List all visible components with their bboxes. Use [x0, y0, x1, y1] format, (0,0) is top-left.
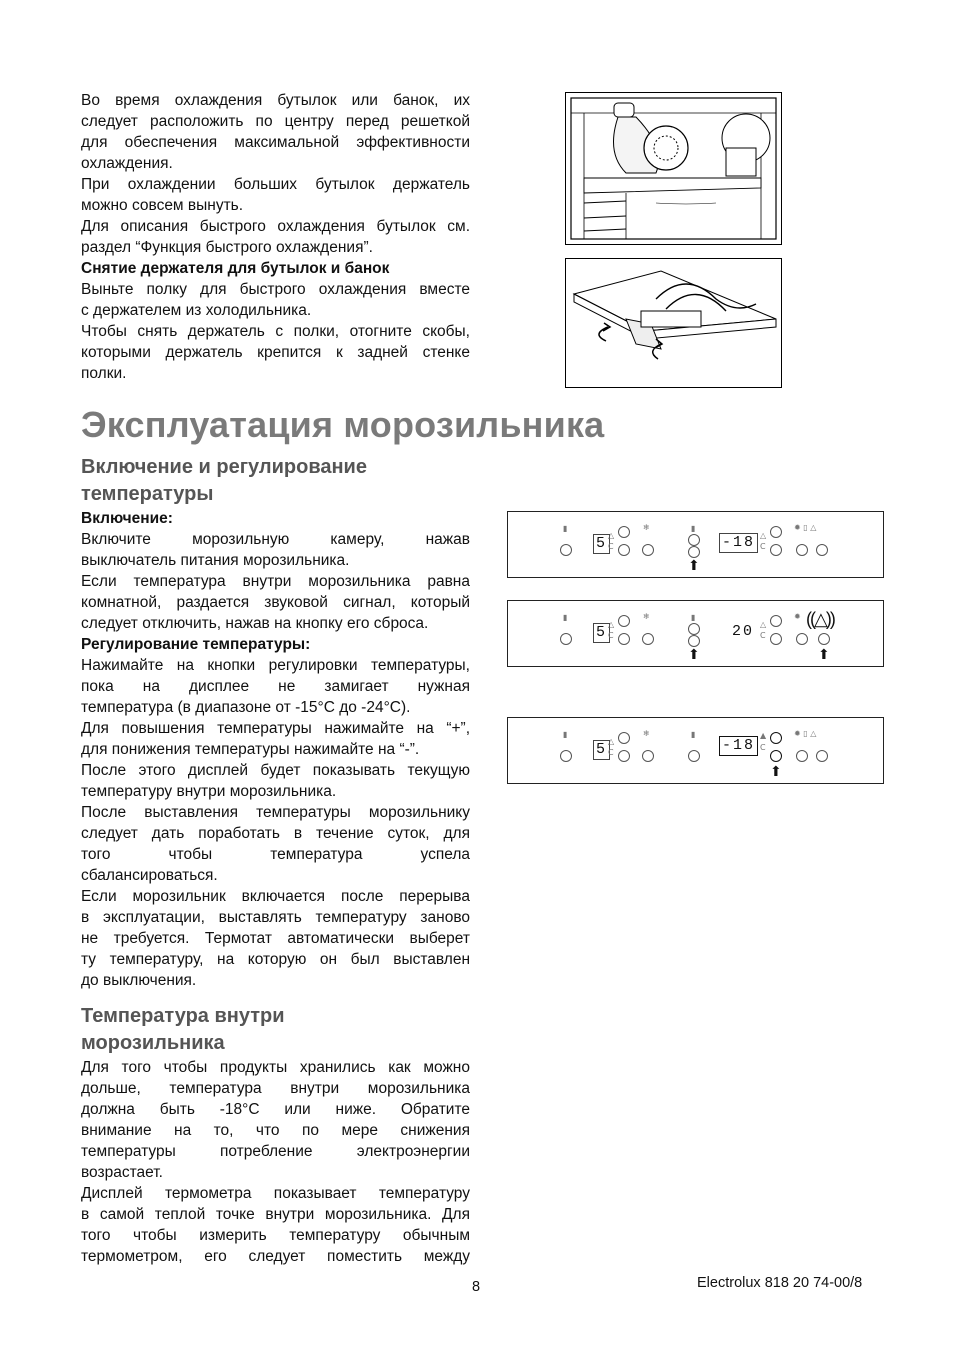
alarm-icon: ✹ ▯ △ [794, 523, 817, 532]
fast-freeze-button[interactable] [796, 544, 808, 556]
fridge-plus-button[interactable] [618, 615, 630, 627]
text-line: для понижения температуры нажимайте на “-”. [81, 741, 420, 758]
freezer-plus-button[interactable] [770, 615, 782, 627]
text-line: температуры потребление электроэнергии [81, 1143, 470, 1160]
fast-cool-button[interactable] [642, 544, 654, 556]
text-line: комнатной, раздается звуковой сигнал, который [81, 594, 470, 611]
freezer-minus-button[interactable] [770, 544, 782, 556]
control-panel-alarm [507, 600, 884, 667]
fridge-minus-button[interactable] [618, 544, 630, 556]
arrow-up-icon: ⬆ [688, 646, 700, 662]
fast-freeze-button[interactable] [796, 633, 808, 645]
text-line: Если температура внутри морозильника равна [81, 573, 470, 590]
text-line: Выньте полку для быстрого охлаждения вместе [81, 281, 470, 298]
title-line: температуры [81, 483, 214, 505]
fridge-power-button[interactable] [560, 544, 572, 556]
freezer-plus-button[interactable] [770, 526, 782, 538]
fridge-minus-button[interactable] [618, 750, 630, 762]
text-line: которыми держатель крепится к задней стенке [81, 344, 470, 361]
fridge-power-button[interactable] [560, 633, 572, 645]
text-line: следует расположить по центру перед решеткой [81, 113, 470, 130]
arrow-up-icon: ⬆ [770, 763, 782, 779]
page-number: 8 [472, 1279, 481, 1295]
fast-cool-button[interactable] [642, 750, 654, 762]
up-icon: △ [608, 531, 615, 540]
up-icon: △ [608, 737, 615, 746]
fridge-minus-button[interactable] [618, 633, 630, 645]
fast-cool-icon: ❄ [643, 612, 650, 621]
text-line: термометром, его следует поместить между [81, 1248, 470, 1265]
text-line: Если морозильник включается после перерыва [81, 888, 470, 905]
text-line: После выставления температуры морозильнику [81, 804, 470, 821]
text-line: Для повышения температуры нажимайте на “+”, [81, 720, 470, 737]
subheading-regulation: Регулирование температуры: [81, 636, 311, 653]
text-line: следует отключить, нажав на кнопку его сброса. [81, 615, 429, 632]
arrow-up-icon: ⬆ [688, 557, 700, 573]
on-regulate-text [81, 508, 470, 991]
text-line: температуру внутри морозильника. [81, 783, 337, 800]
text-line: внимание на то, что по мере снижения [81, 1122, 470, 1139]
text-line: Для того чтобы продукты хранились как можно [81, 1059, 470, 1076]
subsection-title-on-regulate [81, 454, 367, 508]
freezer-power-button[interactable] [688, 750, 700, 762]
freezer-temp-text [81, 1057, 470, 1267]
freezer-minus-button[interactable] [770, 633, 782, 645]
fridge-display: 5 [593, 740, 610, 760]
unit-label: C [760, 542, 766, 551]
unit-label: C [608, 748, 614, 757]
freezer-power-led [688, 534, 700, 546]
freezer-power-icon: ▮ [691, 613, 696, 622]
text-line: Включите морозильную камеру, нажав [81, 531, 470, 548]
freezer-power-icon: ▮ [691, 524, 696, 533]
text-line: того чтобы измерить температуру обычным [81, 1227, 470, 1244]
fridge-interior-drawing [566, 93, 781, 244]
text-line: сбалансироваться. [81, 867, 218, 884]
text-line: выключатель питания морозильника. [81, 552, 350, 569]
text-line: Дисплей термометра показывает температуру [81, 1185, 470, 1202]
subheading-switch-on: Включение: [81, 510, 173, 527]
fridge-display: 5 [593, 534, 610, 554]
title-line: морозильника [81, 1032, 225, 1054]
unit-label: C [608, 631, 614, 640]
subsection-title-freezer-temp [81, 1003, 285, 1057]
fridge-power-icon: ▮ [563, 524, 568, 533]
freezer-display: -18 [719, 736, 758, 756]
freezer-display: -18 [719, 533, 758, 553]
freezer-power-icon: ▮ [691, 730, 696, 739]
subheading-bottle-holder: Снятие держателя для бутылок и банок [81, 260, 390, 277]
text-line: При охлаждении больших бутылок держатель [81, 176, 470, 193]
text-line: для обеспечения максимальной эффективности [81, 134, 470, 151]
text-line: дольше, температура внутри морозильника [81, 1080, 470, 1097]
alarm-reset-button[interactable] [816, 750, 828, 762]
text-line: Нажимайте на кнопки регулировки температуры, [81, 657, 470, 674]
title-line: Температура внутри [81, 1005, 285, 1027]
fridge-plus-button[interactable] [618, 732, 630, 744]
fridge-interior-illustration [565, 92, 782, 245]
text-line: до выключения. [81, 972, 197, 989]
freezer-power-led [688, 623, 700, 635]
text-line: температура (в диапазоне от -15°C до -24°C). [81, 699, 411, 716]
unit-label: C [608, 542, 614, 551]
document-code: Electrolux 818 20 74-00/8 [697, 1275, 863, 1291]
unit-label: C [760, 631, 766, 640]
text-line: можно совсем вынуть. [81, 197, 244, 214]
alarm-reset-button[interactable] [818, 633, 830, 645]
text-line: должна быть -18°C или ниже. Обратите [81, 1101, 470, 1118]
text-line: Во время охлаждения бутылок или банок, их [81, 92, 470, 109]
bottle-rack-drawing [566, 259, 781, 387]
text-line: в самой теплой точке внутри морозильника. Для [81, 1206, 470, 1223]
text-line: возрастает. [81, 1164, 163, 1181]
text-line: полки. [81, 365, 127, 382]
text-line: ту температуру, на которую он был выставлен [81, 951, 470, 968]
text-line: не требуется. Термотат автоматически выберет [81, 930, 470, 947]
fridge-power-button[interactable] [560, 750, 572, 762]
fridge-display: 5 [593, 623, 610, 643]
alarm-icon: ✹ ▯ △ [794, 729, 817, 738]
section-title: Эксплуатация морозильника [81, 404, 605, 445]
text-line: После этого дисплей будет показывать текущую [81, 762, 470, 779]
up-icon: △ [760, 531, 767, 540]
text-line: с держателем из холодильника. [81, 302, 312, 319]
arrow-up-icon: ⬆ [818, 646, 830, 662]
text-line: того чтобы температура успела [81, 846, 470, 863]
text-line: следует дать поработать в течение суток, для [81, 825, 470, 842]
fast-cool-icon: ❄ [643, 523, 650, 532]
fridge-power-icon: ▮ [563, 613, 568, 622]
fast-cool-button[interactable] [642, 633, 654, 645]
control-panel-power-on [507, 511, 884, 578]
fast-cool-icon: ❄ [643, 729, 650, 738]
text-line: Для описания быстрого охлаждения бутылок см. [81, 218, 470, 235]
up-icon: ▲ [760, 731, 767, 740]
control-panel-set-temp [507, 717, 884, 784]
fridge-power-icon: ▮ [563, 730, 568, 739]
intro-paragraph [81, 90, 470, 384]
fast-freeze-icon: ✹ [794, 612, 801, 621]
unit-label: C [760, 743, 766, 752]
text-line: Чтобы снять держатель с полки, отогните скобы, [81, 323, 470, 340]
freezer-minus-button[interactable] [770, 750, 782, 762]
text-line: охлаждения. [81, 155, 173, 172]
up-icon: △ [760, 620, 767, 629]
title-line: Включение и регулирование [81, 456, 367, 478]
alarm-ringing-icon: ((△)) [806, 609, 834, 629]
fridge-plus-button[interactable] [618, 526, 630, 538]
text-line: раздел “Функция быстрого охлаждения”. [81, 239, 373, 256]
bottle-rack-illustration [565, 258, 782, 388]
text-line: пока на дисплее не замигает нужная [81, 678, 470, 695]
freezer-display: 20 [732, 623, 755, 640]
fast-freeze-button[interactable] [796, 750, 808, 762]
text-line: в эксплуатации, выставлять температуру заново [81, 909, 470, 926]
alarm-reset-button[interactable] [816, 544, 828, 556]
freezer-plus-button[interactable] [770, 732, 782, 744]
up-icon: △ [608, 620, 615, 629]
